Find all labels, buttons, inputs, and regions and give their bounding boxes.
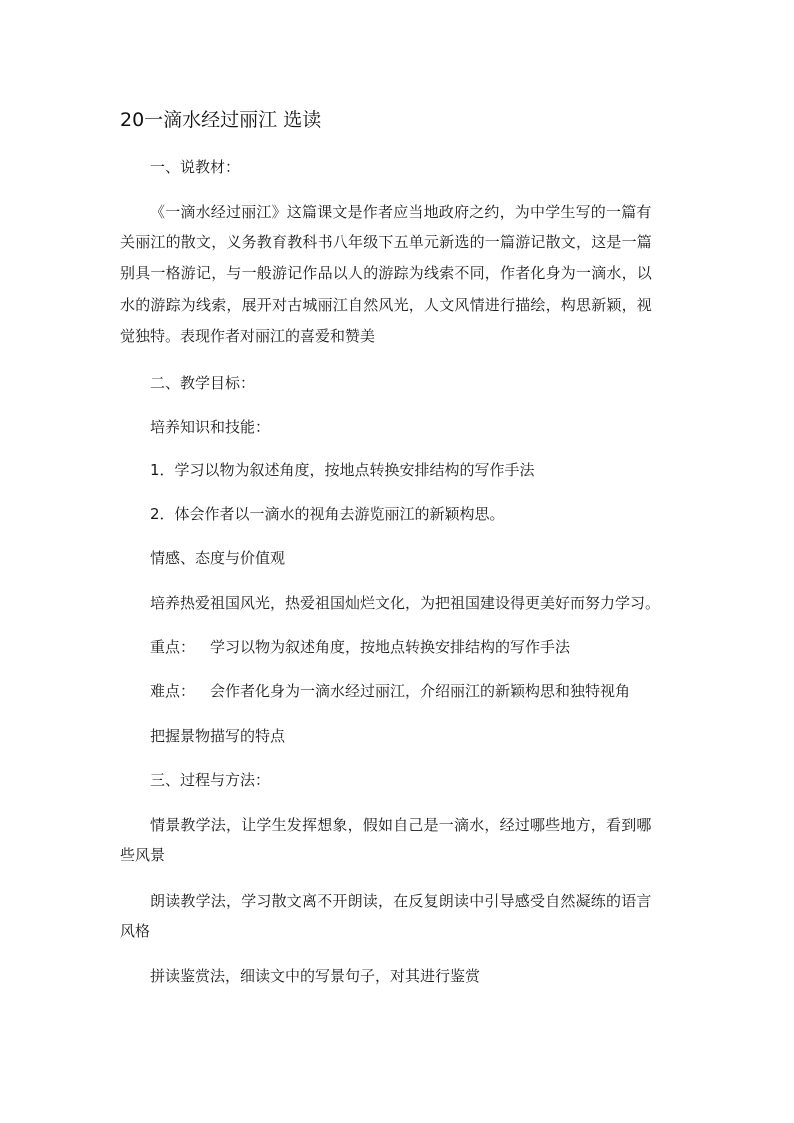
paragraph-line: 水的游踪为线索，展开对古城丽江自然风光，人文风情进行描绘，构思新颖，视 (120, 296, 653, 314)
section-heading-process: 三、过程与方法： (150, 771, 271, 789)
key-point-line (150, 636, 570, 658)
section-heading-goals: 二、教学目标： (150, 374, 256, 392)
paragraph-line: 觉独特。表现作者对丽江的喜爱和赞美 (120, 327, 376, 345)
emotion-text: 培养热爱祖国风光，热爱祖国灿烂文化，为把祖国建设得更美好而努力学习。 (150, 594, 661, 612)
paragraph-line: 关丽江的散文，义务教育教科书八年级下五单元新选的一篇游记散文，这是一篇 (120, 233, 653, 251)
difficulty-continuation: 把握景物描写的特点 (150, 727, 286, 745)
key-point-label: 重点： (150, 638, 196, 656)
method-2-line: 朗读教学法，学习散文离不开朗读，在反复朗读中引导感受自然凝练的语言 (150, 892, 652, 910)
document-title: 20一滴水经过丽江 选读 (120, 109, 322, 131)
paragraph-line: 别具一格游记，与一般游记作品以人的游踪为线索不同，作者化身为一滴水，以 (120, 264, 653, 282)
subheading-emotion: 情感、态度与价值观 (150, 549, 286, 567)
difficulty-line (150, 680, 630, 702)
difficulty-label: 难点： (150, 682, 196, 700)
goal-item-2: 2．体会作者以一滴水的视角去游览丽江的新颖构思。 (150, 505, 505, 523)
subheading-knowledge: 培养知识和技能： (150, 418, 271, 436)
method-1-line: 情景教学法，让学生发挥想象，假如自己是一滴水，经过哪些地方，看到哪 (150, 816, 652, 834)
method-3: 拼读鉴赏法，细读文中的写景句子，对其进行鉴赏 (150, 967, 481, 985)
paragraph-line: 《一滴水经过丽江》这篇课文是作者应当地政府之约，为中学生写的一篇有 (150, 203, 652, 221)
key-point-text: 学习以物为叙述角度，按地点转换安排结构的写作手法 (210, 638, 571, 656)
goal-item-1: 1．学习以物为叙述角度，按地点转换安排结构的写作手法 (150, 461, 535, 479)
section-heading-textbook: 一、说教材： (150, 158, 241, 176)
method-1-line: 些风景 (120, 846, 166, 864)
difficulty-text: 会作者化身为一滴水经过丽江，介绍丽江的新颖构思和独特视角 (210, 682, 631, 700)
method-2-line: 风格 (120, 922, 151, 940)
